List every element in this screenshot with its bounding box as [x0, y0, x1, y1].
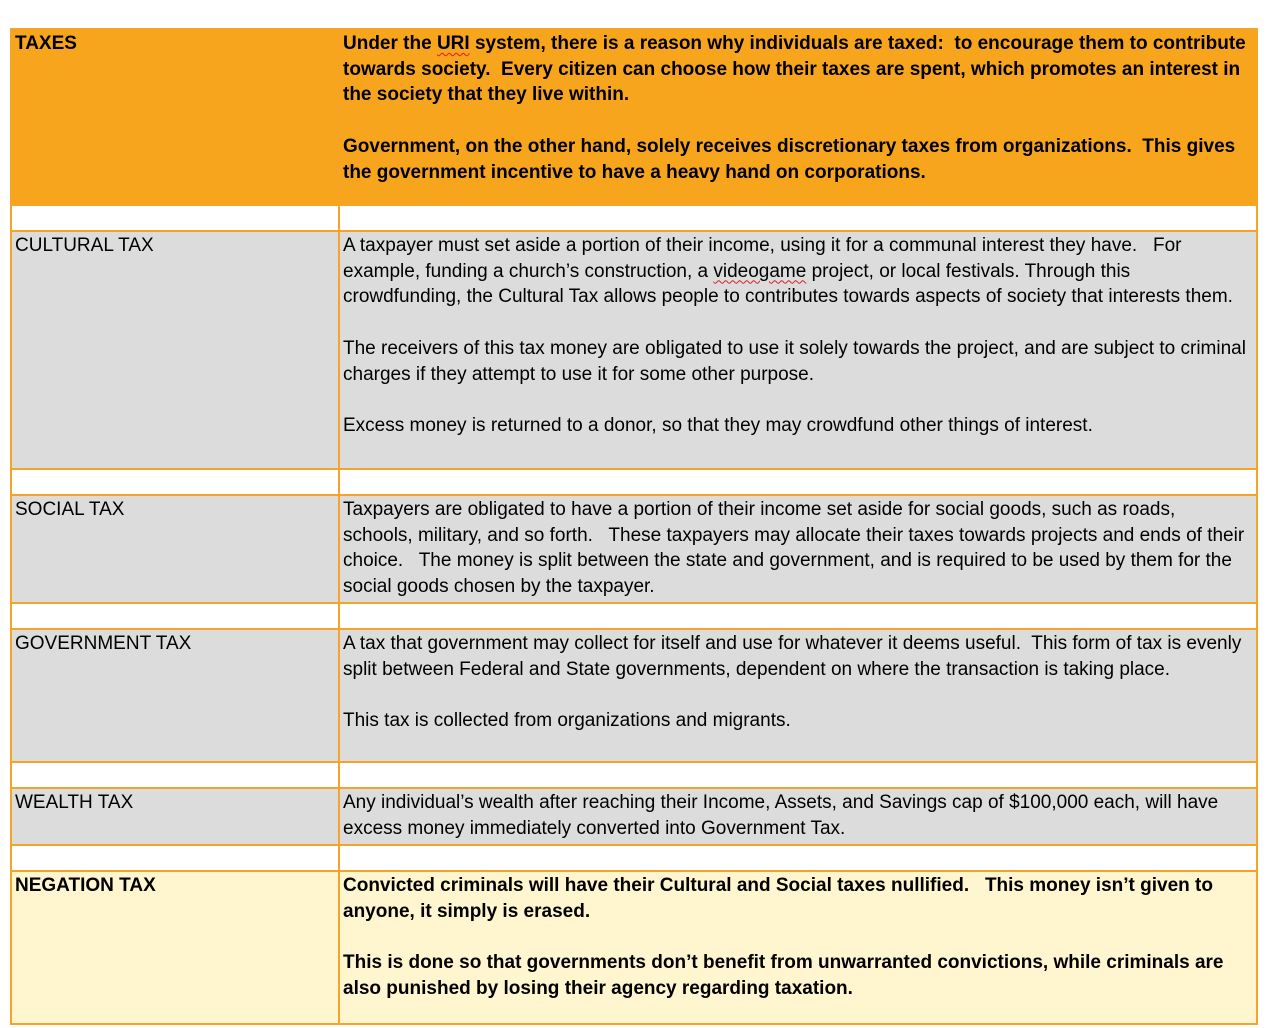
spacer-cell [12, 470, 338, 494]
taxes-paragraph-2: Government, on the other hand, solely receives discretionary taxes from organizations. This gives the government incentive to have a heavy hand on corporations. [343, 135, 1241, 183]
government-tax-label: GOVERNMENT TAX [15, 632, 192, 654]
negation-tax-label-cell [12, 872, 338, 1023]
tax-definitions-table [10, 28, 1258, 1025]
spacer-row [12, 846, 1256, 870]
social-tax-content-cell [340, 496, 1256, 602]
negation-tax-paragraph-2: This is done so that governments don’t benefit from unwarranted convictions, while criminals are also punished by losing their agency regarding taxation. [343, 951, 1229, 999]
wealth-tax-label: WEALTH TAX [15, 791, 134, 813]
taxes-label-cell [12, 30, 338, 204]
cultural-tax-label: CULTURAL TAX [15, 235, 154, 256]
social-tax-label: SOCIAL TAX [15, 499, 125, 520]
taxes-p1-before: Under the [343, 33, 437, 54]
spacer-cell [12, 846, 338, 870]
cultural-tax-paragraph-2: The receivers of this tax money are obligated to use it solely towards the project, and are subject to criminal charges if they attempt to use it for some other purpose. [343, 337, 1252, 385]
spacer-cell [340, 470, 1256, 494]
negation-tax-content-cell [340, 872, 1256, 1023]
cultural-p1-after: project, or local festivals. Through this crowdfunding, the Cultural Tax allows people to contributes towards aspects of society that interests them. [343, 260, 1233, 308]
spacer-cell [340, 206, 1256, 230]
taxes-header-row [12, 30, 1256, 204]
negation-tax-label: NEGATION TAX [15, 874, 156, 896]
negation-tax-row [12, 872, 1256, 1023]
cultural-tax-paragraph-1 [343, 233, 1250, 310]
taxes-label: TAXES [15, 33, 77, 54]
cultural-tax-paragraph-3: Excess money is returned to a donor, so that they may crowdfund other things of interest. [343, 414, 1093, 436]
wealth-tax-paragraph-1: Any individual’s wealth after reaching their Income, Assets, and Savings cap of $100,000 each, will have excess money immediately converted into Government Tax. [343, 791, 1224, 839]
wealth-tax-label-cell [12, 789, 338, 844]
cultural-tax-content-cell [340, 232, 1256, 468]
spacer-cell [340, 604, 1256, 628]
spacer-row [12, 763, 1256, 787]
spacer-cell [12, 206, 338, 230]
taxes-paragraph-1 [343, 31, 1250, 108]
spacer-row [12, 604, 1256, 628]
spacer-cell [12, 763, 338, 787]
negation-tax-paragraph-1: Convicted criminals will have their Cultural and Social taxes nullified. This money isn’t given to anyone, it simply is erased. [343, 874, 1219, 922]
spellcheck-underline-word: URI [436, 33, 470, 54]
government-tax-label-cell [12, 630, 338, 761]
spacer-cell [340, 763, 1256, 787]
cultural-tax-label-cell [12, 232, 338, 468]
spacer-row [12, 206, 1256, 230]
spacer-cell [12, 604, 338, 628]
cultural-tax-row [12, 232, 1256, 468]
social-tax-paragraph-1: Taxpayers are obligated to have a portion of their income set aside for social goods, such as roads, schools, military, and so forth. These taxpayers may allocate their taxes towards projects and ends of their choice. The money is split between the state and government, and is required to be used by them for the social goods chosen by the taxpayer. [343, 499, 1250, 598]
wealth-tax-row [12, 789, 1256, 844]
wealth-tax-content-cell [340, 789, 1256, 844]
government-tax-paragraph-2: This tax is collected from organizations and migrants. [343, 709, 791, 731]
taxes-content-cell [340, 30, 1256, 204]
spellcheck-underline-word: videogame [713, 260, 807, 282]
spacer-cell [340, 846, 1256, 870]
government-tax-content-cell [340, 630, 1256, 761]
taxes-p1-after: system, there is a reason why individuals are taxed: to encourage them to contribute towards society. Every citizen can choose how their taxes are spent, which promotes an interest in the society that they live within. [343, 33, 1252, 106]
government-tax-row [12, 630, 1256, 761]
spacer-row [12, 470, 1256, 494]
cultural-p1-before: A taxpayer must set aside a portion of their income, using it for a communal interest they have. For example, funding a church’s construction, a [343, 235, 1187, 282]
social-tax-row [12, 496, 1256, 602]
government-tax-paragraph-1: A tax that government may collect for itself and use for whatever it deems useful. This form of tax is evenly split between Federal and State governments, dependent on where the transaction is taking place. [343, 632, 1247, 680]
social-tax-label-cell [12, 496, 338, 602]
